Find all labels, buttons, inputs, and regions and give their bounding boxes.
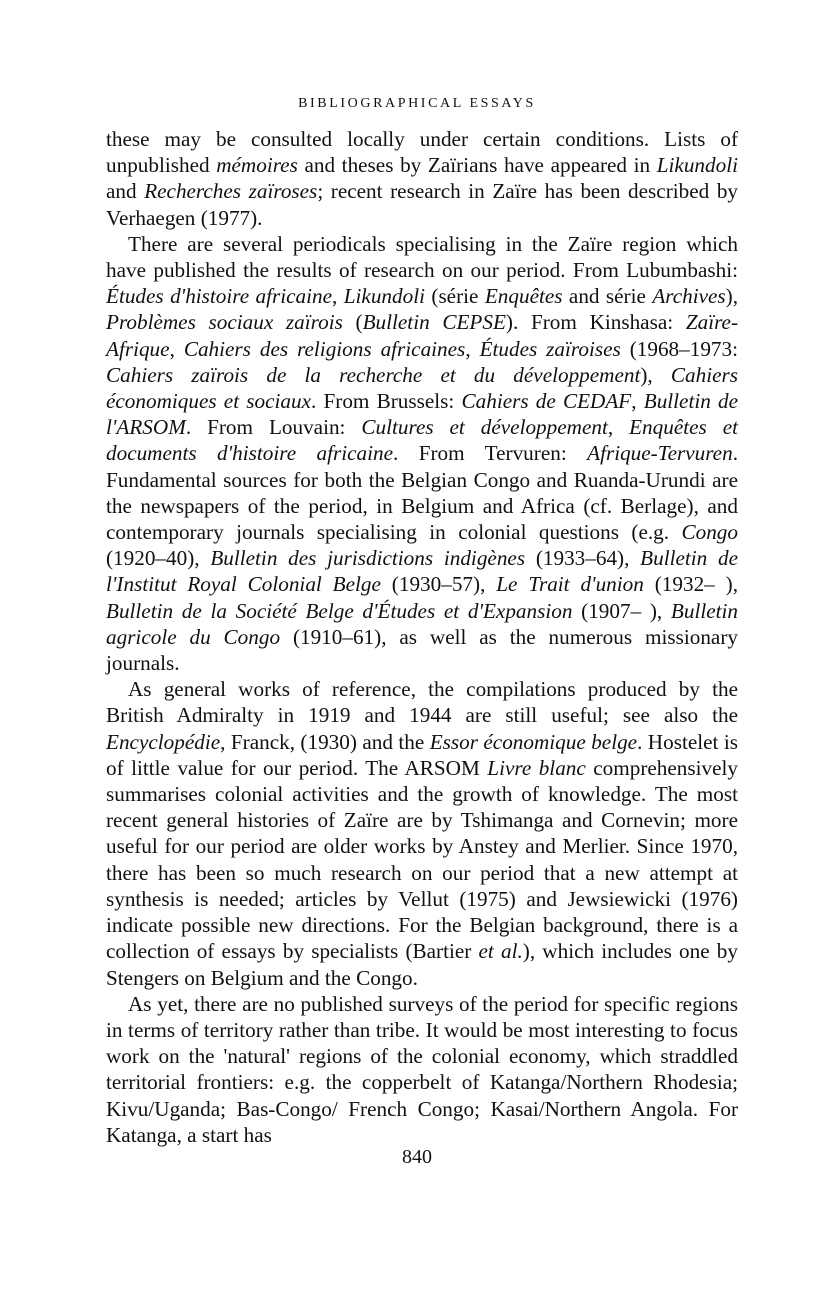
paragraph-periodicals: There are several periodicals specialising in the Zaïre region which have published the results of research on our period. From Lubumbashi: Études d'histoire africaine, Likundoli (série Enquêtes and série Archives), Problèmes sociaux zaïrois (Bulletin CEPSE). From Kinshasa: Zaïre-Afrique, Cahiers des religions africaines, Études zaïroises (1968–1973: Cahiers zaïrois de la recherche et du développement), Cahiers économiques et sociaux. From Brussels: Cahiers de CEDAF, Bulletin de l'ARSOM. From Louvain: Cultures et développement, Enquêtes et documents d'histoire africaine. From Tervuren: Afrique-Tervuren. Fundamental sources for both the Belgian Congo and Ruanda-Urundi are the newspapers of the period, in Belgium and Africa (cf. Berlage), and contemporary journals specialising in colonial questions (e.g. Congo (1920–40), Bulletin des jurisdictions indigènes (1933–64), Bulletin de l'Institut Royal Colonial Belge (1930–57), Le Trait d'union (1932– ), Bulletin de la Société Belge d'Études et d'Expansion (1907– ), Bulletin agricole du Congo (1910–61), as well as the numerous missionary journals. [106,231,739,676]
paragraph-continuation: these may be consulted locally under certain conditions. Lists of unpublished mémoires and theses by Zaïrians have appeared in Likundoli and Recherches zaïroses; recent research in Zaïre has been described by Verhaegen (1977). [106,127,739,230]
paragraph-regional-surveys: As yet, there are no published surveys of the period for specific regions in terms of territory rather than tribe. It would be most interesting to focus work on the 'natural' regions of the colonial economy, which straddled territorial frontiers: e.g. the copperbelt of Katanga/Northern Rhodesia; Kivu/Uganda; Bas-Congo/ French Congo; Kasai/Northern Angola. For Katanga, a start has [106,991,738,1147]
page-number: 840 [402,1146,432,1168]
paragraph-reference-works: As general works of reference, the compilations produced by the British Admiralty in 1919 and 1944 are still useful; see also the Encyclopédie, Franck, (1930) and the Essor économique belge. Hostelet is of little value for our period. The ARSOM Livre blanc comprehensively summarises colonial activities and the growth of knowledge. The most recent general histories of Zaïre are by Tshimanga and Cornevin; more useful for our period are older works by Anstey and Merlier. Since 1970, there has been so much research on our period that a new attempt at synthesis is needed; articles by Vellut (1975) and Jewsiewicki (1976) indicate possible new directions. For the Belgian background, there is a collection of essays by specialists (Bartier et al.), which includes one by Stengers on Belgium and the Congo. [106,677,739,990]
running-head: BIBLIOGRAPHICAL ESSAYS [298,96,536,111]
body-text [106,126,738,1148]
